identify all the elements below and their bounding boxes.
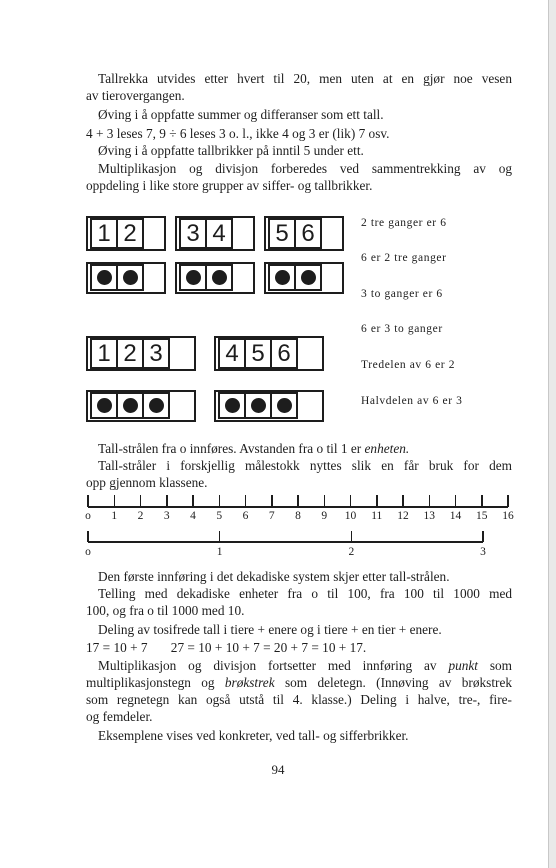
tick-label: o bbox=[85, 510, 91, 522]
text-line bbox=[98, 658, 512, 674]
number-tile-row bbox=[179, 218, 231, 249]
dot-tile bbox=[116, 264, 144, 291]
number-tile: 3 bbox=[179, 218, 207, 249]
dot-tile bbox=[205, 264, 233, 291]
axis-tick bbox=[219, 531, 221, 542]
dot-tile bbox=[142, 392, 170, 419]
text-line bbox=[98, 441, 512, 457]
tick-label: 15 bbox=[476, 510, 488, 522]
tick-label: 13 bbox=[423, 510, 435, 522]
dot-tile bbox=[268, 264, 296, 291]
number-tile: 4 bbox=[218, 338, 246, 369]
axis-line bbox=[88, 541, 483, 543]
tick-label: 12 bbox=[397, 510, 409, 522]
tick-label: 11 bbox=[371, 510, 383, 522]
number-tile: 5 bbox=[244, 338, 272, 369]
dot-icon bbox=[251, 398, 266, 413]
tick-label: 14 bbox=[449, 510, 462, 522]
tick-label: 3 bbox=[480, 546, 486, 558]
dot-tile-row bbox=[90, 392, 168, 419]
text-line: og femdeler. bbox=[86, 709, 153, 724]
number-tile: 1 bbox=[90, 338, 118, 369]
tick-label: o bbox=[85, 546, 91, 558]
text-line: Multiplikasjon og divisjon forberedes ved sammentrekking av og bbox=[98, 161, 512, 176]
tick-label: 3 bbox=[163, 510, 170, 522]
text-span: multiplikasjonstegn og bbox=[86, 675, 215, 690]
figure-label: 6 er 2 tre ganger bbox=[361, 252, 447, 264]
number-tile: 1 bbox=[90, 218, 118, 249]
axis-tick bbox=[324, 495, 326, 507]
dot-tile-row bbox=[218, 392, 296, 419]
axis-tick bbox=[297, 495, 299, 507]
text-line: opp gjennom klassene. bbox=[86, 475, 208, 490]
dot-icon bbox=[301, 270, 316, 285]
text-line: Øving i å oppfatte summer og differanser som ett tall. bbox=[98, 107, 384, 122]
number-tile-row bbox=[218, 338, 296, 369]
text-line: Tall-stråler i forskjellig målestokk nyttes slik en får bruk for dem bbox=[98, 458, 512, 473]
number-tile: 4 bbox=[205, 218, 233, 249]
axis-tick bbox=[245, 495, 247, 507]
axis-tick bbox=[376, 495, 378, 507]
text-span: som deletegn. (Innøving av brøkstrek bbox=[284, 675, 513, 690]
axis-tick bbox=[481, 495, 483, 507]
emphasis-text: brøkstrek bbox=[224, 675, 275, 690]
figure-label: 3 to ganger er 6 bbox=[361, 288, 443, 300]
text-span: som bbox=[489, 658, 513, 673]
dot-tile-row bbox=[268, 264, 320, 291]
dot-icon bbox=[277, 398, 292, 413]
dot-icon bbox=[123, 398, 138, 413]
axis-tick bbox=[350, 495, 352, 507]
text-line: av tierovergangen. bbox=[86, 88, 185, 103]
number-tile: 3 bbox=[142, 338, 170, 369]
axis-tick bbox=[140, 495, 142, 507]
text-line: Eksemplene vises ved konkreter, ved tall- og sifferbrikker. bbox=[98, 728, 409, 743]
dot-tile bbox=[90, 264, 118, 291]
axis-tick bbox=[351, 531, 353, 542]
number-tile: 6 bbox=[294, 218, 322, 249]
text-span: Multiplikasjon og divisjon fortsetter med innføring av bbox=[98, 658, 437, 673]
figure-label: Tredelen av 6 er 2 bbox=[361, 359, 456, 371]
text-line bbox=[86, 675, 512, 691]
axis-tick bbox=[482, 531, 484, 542]
text-line: Deling av tosifrede tall i tiere + enere og i tiere + en tier + enere. bbox=[98, 622, 442, 637]
tick-label: 1 bbox=[216, 546, 223, 558]
axis-tick bbox=[114, 495, 116, 507]
text-line: som regnetegn kan også utstå til 4. klasse.) Deling i halve, tre-, fire- bbox=[86, 692, 512, 707]
dot-icon bbox=[149, 398, 164, 413]
emphasis-text: punkt bbox=[448, 658, 478, 673]
dot-tile-row bbox=[179, 264, 231, 291]
dot-tile bbox=[179, 264, 207, 291]
text-line: 4 + 3 leses 7, 9 ÷ 6 leses 3 o. l., ikke 4 og 3 er (lik) 7 osv. bbox=[86, 126, 390, 141]
text-line: 17 = 10 + 7 27 = 10 + 10 + 7 = 20 + 7 = 10 + 17. bbox=[86, 640, 367, 655]
text-line: Telling med dekadiske enheter fra o til 100, fra 100 til 1000 med bbox=[98, 586, 512, 601]
tick-label: 8 bbox=[295, 510, 301, 522]
axis-tick bbox=[429, 495, 431, 507]
number-tile: 2 bbox=[116, 218, 144, 249]
page-number: 94 bbox=[271, 762, 285, 777]
text-line: oppdeling i like store grupper av siffer- og tallbrikker. bbox=[86, 178, 373, 193]
tick-label: 4 bbox=[190, 510, 196, 522]
axis-tick bbox=[271, 495, 273, 507]
axis-tick bbox=[87, 495, 89, 507]
dot-icon bbox=[225, 398, 240, 413]
tick-label: 16 bbox=[502, 510, 514, 522]
dot-tile bbox=[90, 392, 118, 419]
axis-tick bbox=[166, 495, 168, 507]
dot-tile-row bbox=[90, 264, 142, 291]
figure-label: 6 er 3 to ganger bbox=[361, 323, 443, 335]
number-tile: 6 bbox=[270, 338, 298, 369]
tick-label: 10 bbox=[344, 510, 357, 522]
tick-label: 5 bbox=[216, 510, 223, 522]
number-tile-row bbox=[90, 338, 168, 369]
tick-label: 2 bbox=[348, 546, 355, 558]
dot-icon bbox=[275, 270, 290, 285]
tick-label: 9 bbox=[321, 510, 328, 522]
dot-icon bbox=[123, 270, 138, 285]
tick-label: 1 bbox=[111, 510, 118, 522]
dot-tile bbox=[270, 392, 298, 419]
number-tile: 2 bbox=[116, 338, 144, 369]
page-edge bbox=[548, 0, 556, 868]
dot-icon bbox=[186, 270, 201, 285]
text-line: 100, og fra o til 1000 med 10. bbox=[86, 603, 245, 618]
dot-tile bbox=[294, 264, 322, 291]
text-line: Tallrekka utvides etter hvert til 20, men uten at en gjør noe vesen bbox=[98, 71, 512, 86]
number-tile-row bbox=[268, 218, 320, 249]
axis-tick bbox=[192, 495, 194, 507]
dot-tile bbox=[218, 392, 246, 419]
text-span: Tall-strålen fra o innføres. Avstanden fra o til 1 er bbox=[98, 441, 362, 456]
axis-tick bbox=[455, 495, 457, 507]
tick-label: 7 bbox=[268, 510, 275, 522]
tick-label: 2 bbox=[137, 510, 144, 522]
figure-label: 2 tre ganger er 6 bbox=[361, 217, 447, 229]
emphasis-text: enheten. bbox=[364, 441, 410, 456]
dot-icon bbox=[97, 398, 112, 413]
number-tile-row bbox=[90, 218, 142, 249]
dot-icon bbox=[212, 270, 227, 285]
number-tile: 5 bbox=[268, 218, 296, 249]
text-line: Øving i å oppfatte tallbrikker på inntil 5 under ett. bbox=[98, 143, 364, 158]
axis-tick bbox=[507, 495, 509, 507]
axis-tick bbox=[87, 531, 89, 542]
dot-tile bbox=[244, 392, 272, 419]
text-line: Den første innføring i det dekadiske system skjer etter tall-strålen. bbox=[98, 569, 450, 584]
axis-tick bbox=[219, 495, 221, 507]
figure-label: Halvdelen av 6 er 3 bbox=[361, 395, 463, 407]
axis-tick bbox=[402, 495, 404, 507]
dot-icon bbox=[97, 270, 112, 285]
tick-label: 6 bbox=[242, 510, 249, 522]
dot-tile bbox=[116, 392, 144, 419]
